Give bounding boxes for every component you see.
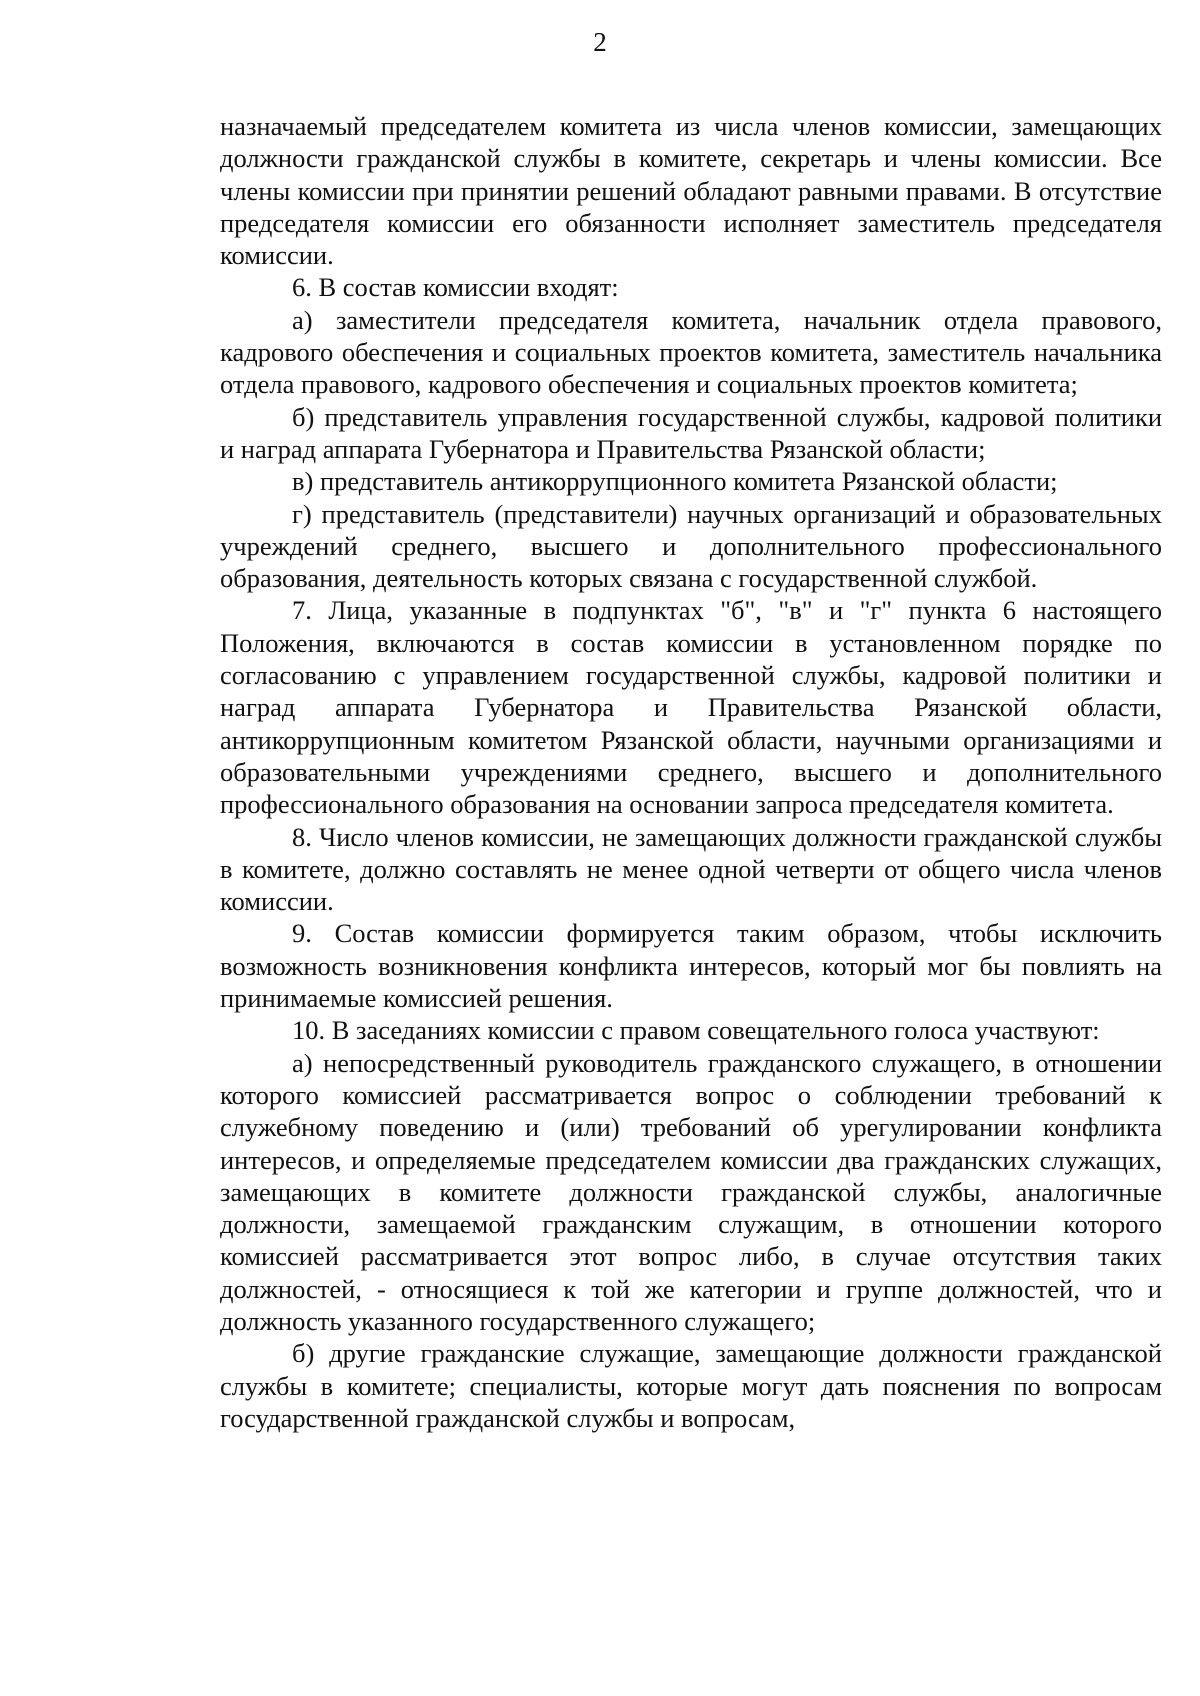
subparagraph-10a: а) непосредственный руководитель гражданского служащего, в отношении которого комиссией рассматривается вопрос о соблюдении требований к служебному поведению и (или) требований об урегулировании конфликта интересов, и определяемые председателем комиссии два гражданских служащих, замещающих в комитете должности гражданской службы, аналогичные должности, замещаемой гражданским служащим, в отношении которого комиссией рассматривается этот вопрос либо, в случае отсутствия таких должностей, - относящиеся к той же категории и группе должностей, что и должность указанного государственного служащего; bbox=[220, 1047, 1162, 1336]
subparagraph-6a: а) заместители председателя комитета, начальник отдела правового, кадрового обеспечения и социальных проектов комитета, заместитель начальника отдела правового, кадрового обеспечения и социальных проектов комитета; bbox=[220, 304, 1162, 400]
paragraph-item-8: 8. Число членов комиссии, не замещающих должности гражданской службы в комитете, должно составлять не менее одной четверти от общего числа членов комиссии. bbox=[220, 821, 1162, 917]
subparagraph-6b: б) представитель управления государственной службы, кадровой политики и наград аппарата Губернатора и Правительства Рязанской области; bbox=[220, 401, 1162, 464]
subparagraph-6g: г) представитель (представители) научных организаций и образовательных учреждений среднего, высшего и дополнительного профессионального образования, деятельность которых связана с государственной службой. bbox=[220, 498, 1162, 594]
paragraph-item-6: 6. В состав комиссии входят: bbox=[292, 272, 619, 303]
paragraph-item-7: 7. Лица, указанные в подпунктах "б", "в" и "г" пункта 6 настоящего Положения, включаются в состав комиссии в установленном порядке по согласованию с управлением государственной службы, кадровой политики и наград аппарата Губернатора и Правительства Рязанской области, антикоррупционным комитетом Рязанской области, научными организациями и образовательными учреждениями среднего, высшего и дополнительного профессионального образования на основании запроса председателя комитета. bbox=[220, 595, 1162, 820]
paragraph: назначаемый председателем комитета из числа членов комиссии, замещающих должности гражданской службы в комитете, секретарь и члены комиссии. Все члены комиссии при принятии решений обладают равными правами. В отсутствие председателя комиссии его обязанности исполняет заместитель председателя комиссии. bbox=[220, 111, 1162, 271]
page-number: 2 bbox=[593, 27, 607, 57]
subparagraph-6v: в) представитель антикоррупционного комитета Рязанской области; bbox=[292, 466, 1058, 497]
paragraph-item-10: 10. В заседаниях комиссии с правом совещательного голоса участвуют: bbox=[292, 1015, 1100, 1046]
paragraph-item-9: 9. Состав комиссии формируется таким образом, чтобы исключить возможность возникновения конфликта интересов, который мог бы повлиять на принимаемые комиссией решения. bbox=[220, 918, 1162, 1014]
document-body bbox=[220, 110, 1162, 1434]
subparagraph-10b: б) другие гражданские служащие, замещающие должности гражданской службы в комитете; специалисты, которые могут дать пояснения по вопросам государственной гражданской службы и вопросам, bbox=[220, 1338, 1162, 1433]
